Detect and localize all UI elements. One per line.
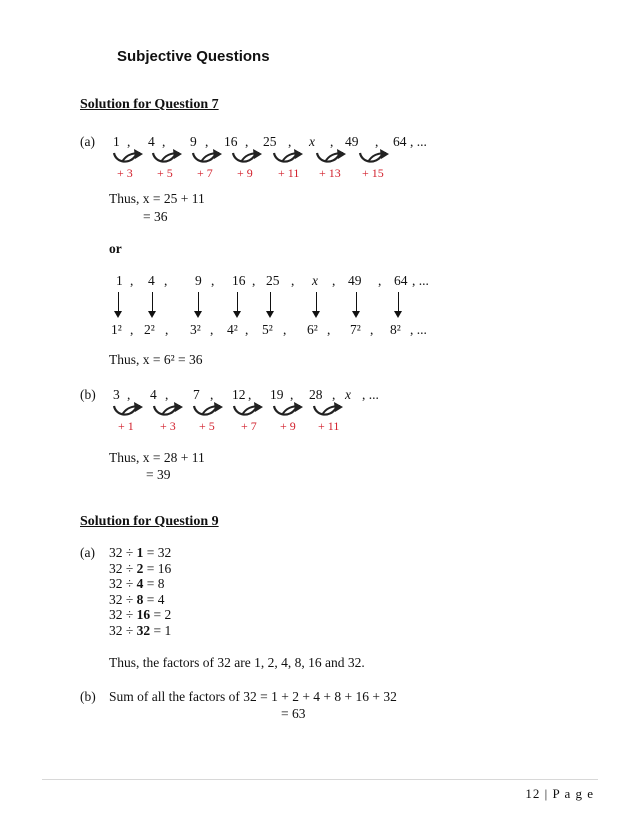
page-word: P a g e <box>552 786 594 801</box>
q7-or-term-12: 49 <box>348 273 362 288</box>
q7a-term-4: 9 <box>190 134 197 149</box>
q7-square-14: 8² <box>390 322 401 337</box>
page-separator: | <box>544 786 549 801</box>
footer-page <box>525 786 594 802</box>
q7-square-10: 6² <box>307 322 318 337</box>
q7a-term-12: 49 <box>345 134 359 149</box>
q7a-label: (a) <box>80 134 95 149</box>
divisor: 2 <box>136 560 144 576</box>
q7b-term-4: 7 <box>193 387 200 402</box>
q7b-diff-2: + 5 <box>199 419 215 433</box>
q7-square-4: 3² <box>190 322 201 337</box>
q7b-term-6: 12 <box>232 387 246 402</box>
q7-square-0: 1² <box>111 322 122 337</box>
q7b-term-13: , ... <box>362 387 379 402</box>
q7a-term-6: 16 <box>224 134 238 149</box>
q7a-diff-6: + 15 <box>362 166 384 180</box>
q7a-term-9: , <box>288 134 292 149</box>
q7b-curl-arrow-0 <box>114 402 143 415</box>
quotient: = 32 <box>143 545 172 560</box>
q7a-term-0: 1 <box>113 134 120 149</box>
q7a-term-14: 64 <box>393 134 407 149</box>
q7a-term-15: , ... <box>410 134 427 149</box>
quotient: = 4 <box>143 591 165 607</box>
q7b-diff-5: + 11 <box>318 419 340 433</box>
q7-or-term-11: , <box>332 273 336 288</box>
q7b-diff-3: + 7 <box>241 419 257 433</box>
q7-or-term-4: 9 <box>195 273 202 288</box>
q7-or-term-8: 25 <box>266 273 280 288</box>
q7b-thus-line2: = 39 <box>146 467 171 482</box>
q7-or-term-6: 16 <box>232 273 246 288</box>
q7a-term-3: , <box>162 134 166 149</box>
q7b-term-1: , <box>127 387 131 402</box>
dividend: 32 ÷ <box>109 607 137 622</box>
q7a-term-8: 25 <box>263 134 277 149</box>
page-number: 12 <box>525 786 541 801</box>
q7-square-2: 2² <box>144 322 155 337</box>
q7-or-term-5: , <box>211 273 215 288</box>
q7b-label: (b) <box>80 387 96 402</box>
q7-square-12: 7² <box>350 322 361 337</box>
q7-square-15: , ... <box>410 322 427 337</box>
q7-square-1: , <box>130 322 134 337</box>
q7a-term-10: x <box>309 134 315 149</box>
q7a-diff-0: + 3 <box>117 166 133 180</box>
q7-or-term-7: , <box>252 273 256 288</box>
divisor: 4 <box>136 576 144 591</box>
q7b-term-3: , <box>165 387 169 402</box>
q7-square-3: , <box>165 322 169 337</box>
q9-heading: Solution for Question 9 <box>80 514 219 529</box>
q7-or-term-1: , <box>130 273 134 288</box>
q7-square-13: , <box>370 322 374 337</box>
q9b-line1: Sum of all the factors of 32 = 1 + 2 + 4 + 8 + 16 + 32 <box>109 689 397 704</box>
q7a-term-7: , <box>245 134 249 149</box>
q7b-term-9: , <box>290 387 294 402</box>
q7-or-term-2: 4 <box>148 273 155 288</box>
q7b-curl-arrow-1 <box>154 402 183 415</box>
q7a-term-1: , <box>127 134 131 149</box>
q7b-curl-arrow-4 <box>274 402 303 415</box>
dividend: 32 ÷ <box>109 560 137 576</box>
q9a-division-row <box>109 607 171 623</box>
dividend: 32 ÷ <box>109 545 137 560</box>
q7b-diff-1: + 3 <box>160 419 176 433</box>
q7-square-5: , <box>210 322 214 337</box>
q7-square-9: , <box>283 322 287 337</box>
q9a-division-row <box>109 561 171 577</box>
divisor: 8 <box>136 591 144 607</box>
quotient: = 8 <box>143 576 165 591</box>
q9a-division-row <box>109 545 171 561</box>
q9a-label: (a) <box>80 545 95 560</box>
q7a-diff-4: + 11 <box>278 166 300 180</box>
q7-square-7: , <box>245 322 249 337</box>
q7-or-term-15: , ... <box>412 273 429 288</box>
q7-square-8: 5² <box>262 322 273 337</box>
q7-square-11: , <box>327 322 331 337</box>
q7b-curl-arrow-2 <box>194 402 223 415</box>
q7-or-term-0: 1 <box>116 273 123 288</box>
q7a-diff-3: + 9 <box>237 166 253 180</box>
q7a-thus-line1: Thus, x = 25 + 11 <box>109 191 205 206</box>
q7a-diff-2: + 7 <box>197 166 213 180</box>
q7b-term-11: , <box>332 387 336 402</box>
q7-square-6: 4² <box>227 322 238 337</box>
q7b-diff-4: + 9 <box>280 419 296 433</box>
q7-or-term-14: 64 <box>394 273 408 288</box>
q9a-division-row <box>109 623 171 639</box>
q7b-thus-line1: Thus, x = 28 + 11 <box>109 450 205 465</box>
q7a-term-5: , <box>205 134 209 149</box>
q7a-diff-5: + 13 <box>319 166 341 180</box>
q7b-diff-0: + 1 <box>118 419 134 433</box>
q7b-term-10: 28 <box>309 387 323 402</box>
q7-or-term-9: , <box>291 273 295 288</box>
q7a-term-11: , <box>330 134 334 149</box>
q7b-term-2: 4 <box>150 387 157 402</box>
footer-divider <box>42 779 598 780</box>
q9a-conclusion: Thus, the factors of 32 are 1, 2, 4, 8, 16 and 32. <box>109 655 365 670</box>
divisor: 32 <box>136 622 151 638</box>
q7b-curl-arrow-5 <box>314 402 343 415</box>
quotient: = 1 <box>150 622 172 638</box>
q7b-curl-arrow-3 <box>234 402 263 415</box>
q7b-term-0: 3 <box>113 387 120 402</box>
q7a-diff-1: + 5 <box>157 166 173 180</box>
q7b-term-8: 19 <box>270 387 284 402</box>
divisor: 1 <box>136 545 144 560</box>
q7b-term-12: x <box>345 387 351 402</box>
quotient: = 2 <box>150 607 172 622</box>
q9b-line2: = 63 <box>281 706 306 721</box>
dividend: 32 ÷ <box>109 622 137 638</box>
q7-or-term-10: x <box>312 273 318 288</box>
page-title: Subjective Questions <box>117 48 270 65</box>
dividend: 32 ÷ <box>109 576 137 591</box>
q7-or-term-13: , <box>378 273 382 288</box>
quotient: = 16 <box>143 560 172 576</box>
q7b-term-7: , <box>248 387 252 402</box>
q7a-thus-line2: = 36 <box>143 209 168 224</box>
q9a-division-row <box>109 592 165 608</box>
q7-or: or <box>109 241 122 256</box>
q7-or-term-3: , <box>164 273 168 288</box>
q7-or-thus: Thus, x = 6² = 36 <box>109 352 203 367</box>
q9b-label: (b) <box>80 689 96 704</box>
q7a-term-13: , <box>375 134 379 149</box>
q7b-term-5: , <box>210 387 214 402</box>
divisor: 16 <box>136 607 151 622</box>
q7-heading: Solution for Question 7 <box>80 97 219 112</box>
dividend: 32 ÷ <box>109 591 137 607</box>
q9a-division-row <box>109 576 165 592</box>
q7a-term-2: 4 <box>148 134 155 149</box>
